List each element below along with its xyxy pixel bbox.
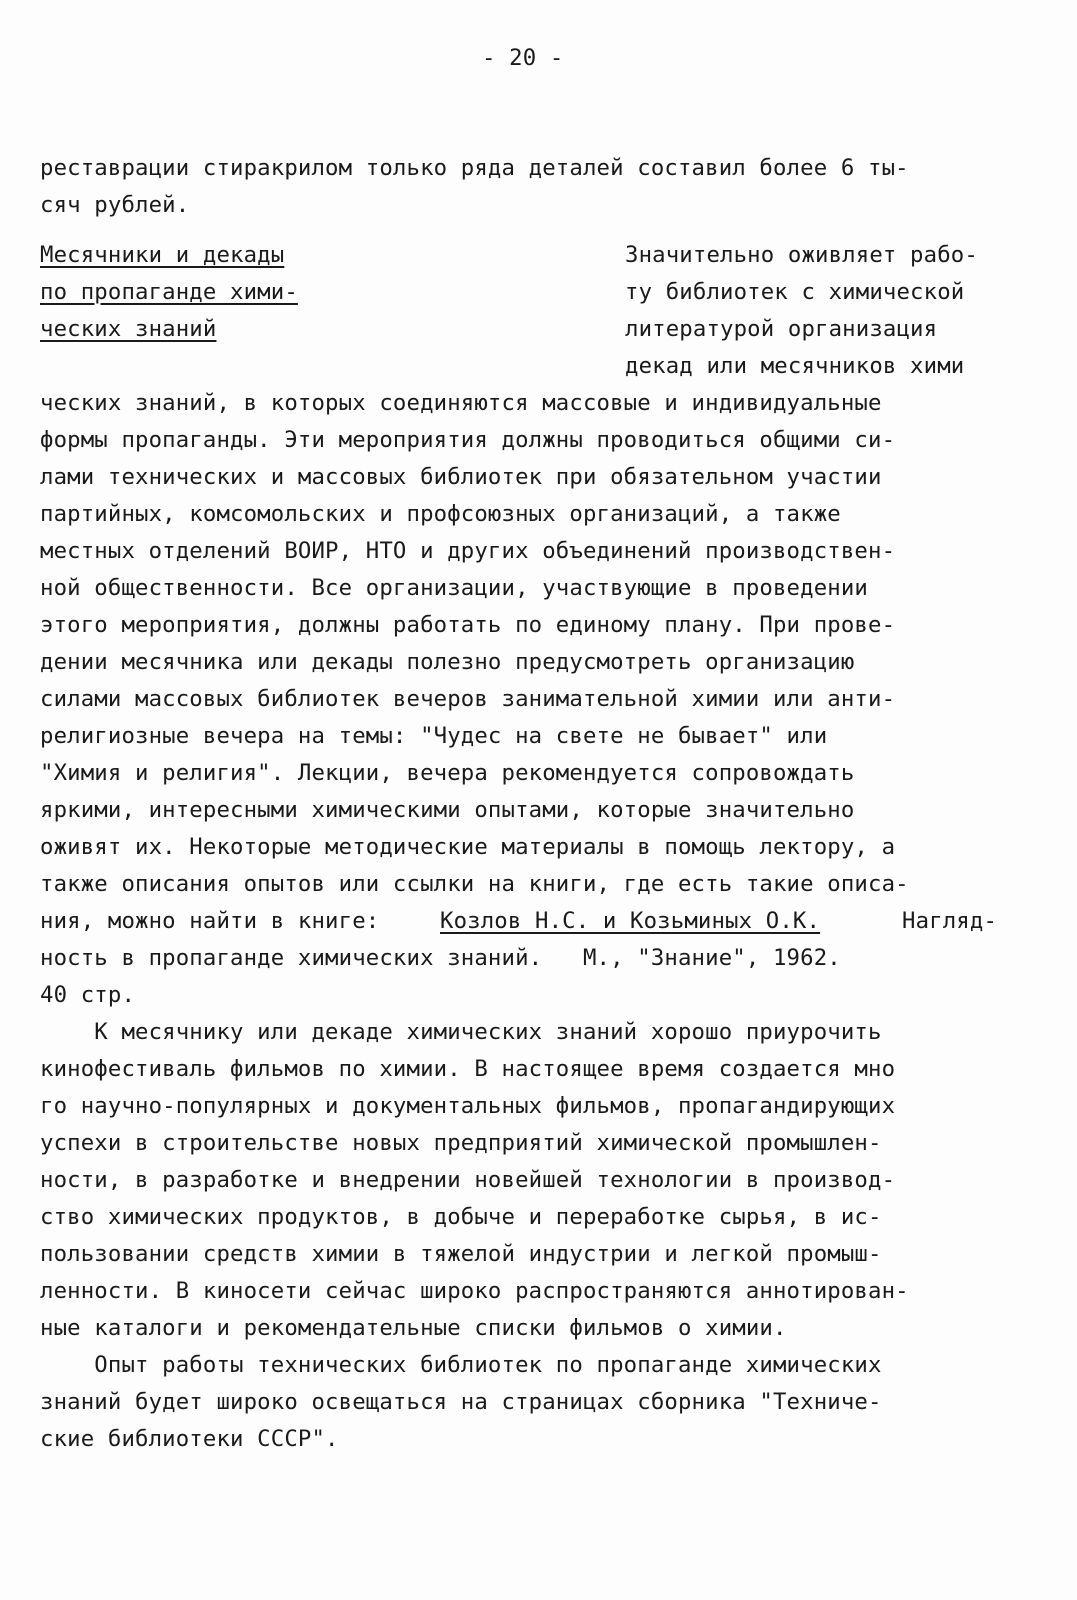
- text-line: знаний будет широко освещаться на страницах сборника "Техниче-: [40, 1389, 882, 1415]
- text-line: ские библиотеки СССР".: [40, 1426, 339, 1452]
- text-line: сяч рублей.: [40, 192, 190, 218]
- side-text-line: литературой организация: [625, 316, 938, 342]
- text-line: также описания опытов или ссылки на книги, где есть такие описа-: [40, 871, 909, 897]
- paragraph-first-line: Опыт работы технических библиотек по пропаганде химических: [40, 1352, 882, 1378]
- text-line: ности, в разработке и внедрении новейшей технологии в производ-: [40, 1167, 896, 1193]
- text-line: ческих знаний, в которых соединяются массовые и индивидуальные: [40, 390, 882, 416]
- text-line: яркими, интересными химическими опытами, которые значительно: [40, 797, 855, 823]
- text-line: реставрации стиракрилом только ряда деталей составил более 6 ты-: [40, 155, 909, 181]
- text-line: ство химических продуктов, в добыче и переработке сырья, в ис-: [40, 1204, 882, 1230]
- text-line: религиозные вечера на темы: "Чудес на свете не бывает" или: [40, 723, 828, 749]
- text-line: ность в пропаганде химических знаний. М., "Знание", 1962.: [40, 945, 841, 971]
- text-line: пользовании средств химии в тяжелой индустрии и легкой промыш-: [40, 1241, 882, 1267]
- text-line: Нагляд-: [902, 908, 998, 934]
- text-line: этого мероприятия, должны работать по единому плану. При прове-: [40, 612, 896, 638]
- text-line: го научно-популярных и документальных фильмов, пропагандирующих: [40, 1093, 896, 1119]
- text-line: ния, можно найти в книге:: [40, 908, 380, 934]
- text-line: оживят их. Некоторые методические материалы в помощь лектору, а: [40, 834, 896, 860]
- side-text-line: Значительно оживляет рабо-: [625, 242, 978, 268]
- text-line: партийных, комсомольских и профсоюзных организаций, а также: [40, 501, 841, 527]
- paragraph-first-line: К месячнику или декаде химических знаний хорошо приурочить: [40, 1019, 882, 1045]
- side-heading-line: по пропаганде хими-: [40, 279, 298, 305]
- text-line: местных отделений ВОИР, НТО и других объединений производствен-: [40, 538, 896, 564]
- text-line: "Химия и религия". Лекции, вечера рекомендуется сопровождать: [40, 760, 855, 786]
- text-line: дении месячника или декады полезно предусмотреть организацию: [40, 649, 855, 675]
- text-line: 40 стр.: [40, 982, 136, 1008]
- text-line: успехи в строительстве новых предприятий химической промышлен-: [40, 1130, 882, 1156]
- text-line: кинофестиваль фильмов по химии. В настоящее время создается мно: [40, 1056, 896, 1082]
- side-text-line: ту библиотек с химической: [625, 279, 965, 305]
- side-heading-line: ческих знаний: [40, 316, 217, 342]
- text-line: лами технических и массовых библиотек при обязательном участии: [40, 464, 882, 490]
- side-text-line: декад или месячников хими: [625, 353, 965, 379]
- page-number: - 20 -: [482, 45, 564, 71]
- text-line: ные каталоги и рекомендательные списки фильмов о химии.: [40, 1315, 787, 1341]
- text-line: формы пропаганды. Эти мероприятия должны проводиться общими си-: [40, 427, 896, 453]
- book-reference: Козлов Н.С. и Козьминых О.К.: [440, 908, 821, 934]
- text-line: ной общественности. Все организации, участвующие в проведении: [40, 575, 869, 601]
- text-line: ленности. В киносети сейчас широко распространяются аннотирован-: [40, 1278, 909, 1304]
- text-line: силами массовых библиотек вечеров занимательной химии или анти-: [40, 686, 896, 712]
- side-heading-line: Месячники и декады: [40, 242, 285, 268]
